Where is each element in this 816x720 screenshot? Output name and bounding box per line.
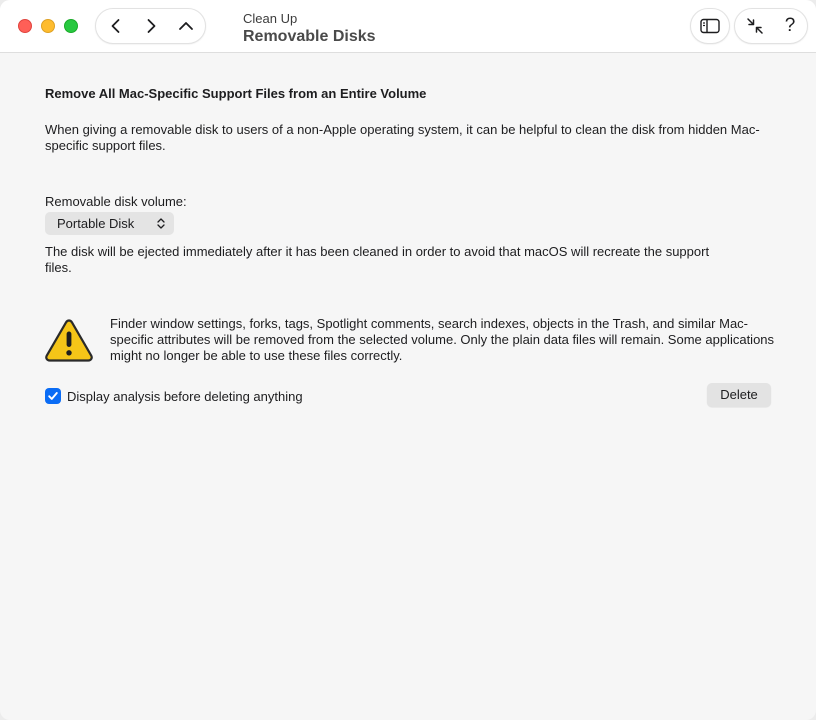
- section-heading: Remove All Mac-Specific Support Files from an Entire Volume: [45, 86, 427, 101]
- checkmark-icon: [47, 390, 59, 402]
- navigation-group: [95, 8, 206, 44]
- minimize-button[interactable]: [41, 19, 55, 33]
- eject-note: The disk will be ejected immediately after it has been cleaned in order to avoid that macOS will recreate the support files.: [45, 244, 710, 275]
- intro-text: When giving a removable disk to users of a non-Apple operating system, it can be helpful to clean the disk from hidden Mac-specific support files.: [45, 122, 760, 153]
- window-title: Removable Disks: [243, 28, 376, 45]
- volume-popup[interactable]: [45, 212, 174, 235]
- sidebar-toggle-group: [690, 8, 730, 44]
- chevron-left-icon: [108, 18, 124, 34]
- window-title-block: [243, 11, 376, 47]
- analysis-checkbox[interactable]: [45, 388, 61, 404]
- question-mark-icon: ?: [784, 15, 796, 36]
- updown-chevron-icon: [157, 217, 165, 230]
- forward-button[interactable]: [134, 9, 168, 43]
- delete-button[interactable]: Delete: [707, 383, 771, 407]
- sidebar-toggle-button[interactable]: [691, 9, 729, 43]
- collapse-button[interactable]: [737, 9, 773, 43]
- volume-popup-value: Portable Disk: [57, 216, 135, 231]
- zoom-button[interactable]: [64, 19, 78, 33]
- volume-label: Removable disk volume:: [45, 194, 187, 209]
- chevron-right-icon: [143, 18, 159, 34]
- analysis-checkbox-row[interactable]: [45, 388, 303, 404]
- close-button[interactable]: [18, 19, 32, 33]
- tools-group: [734, 8, 808, 44]
- up-button[interactable]: [169, 9, 203, 43]
- back-button[interactable]: [99, 9, 133, 43]
- collapse-arrows-icon: [746, 17, 764, 35]
- chevron-up-icon: [178, 18, 194, 34]
- warning-text: Finder window settings, forks, tags, Spotlight comments, search indexes, objects in the Trash, and similar Mac-specific attributes will be removed from the selected volume. Only the plain data files will remain. Some applications might no longer be able to use these files correctly.: [110, 316, 775, 363]
- help-button[interactable]: [773, 9, 807, 43]
- window-subtitle: Clean Up: [243, 11, 298, 26]
- title-bar: [0, 0, 816, 53]
- sidebar-icon: [700, 18, 720, 34]
- analysis-checkbox-label[interactable]: Display analysis before deleting anything: [67, 388, 303, 404]
- warning-icon: [45, 318, 93, 362]
